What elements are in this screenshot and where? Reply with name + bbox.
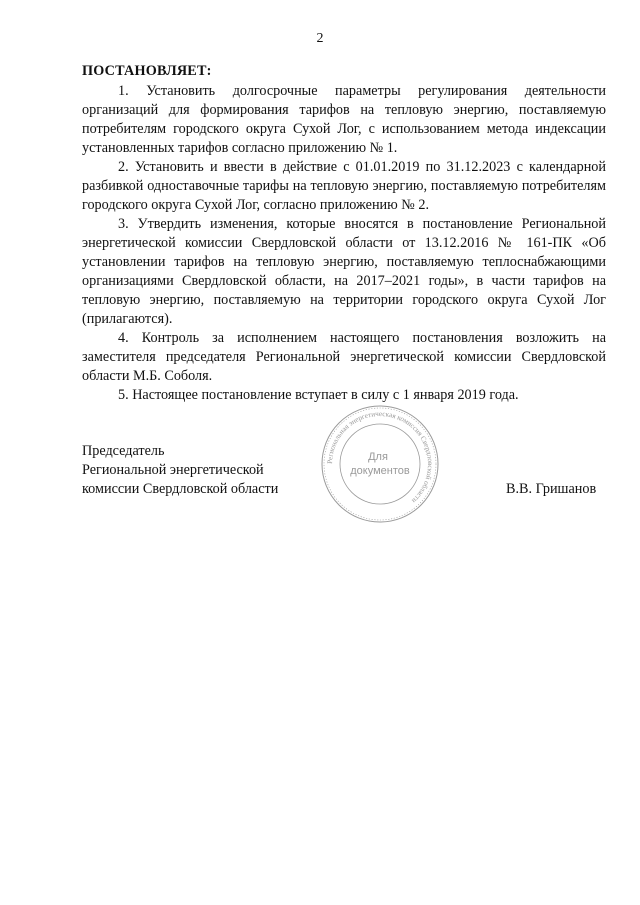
document-body	[82, 62, 606, 405]
page-number: 2	[316, 31, 324, 46]
paragraph-1: 1. Установить долгосрочные параметры регулирования деятельности организаций для формирования тарифов на тепловую энергию, поставляемую потребителям городского округа Сухой Лог, с использованием метода индексации установленных тарифов согласно приложению № 1.	[82, 83, 606, 156]
stamp-inner-ring	[340, 424, 420, 504]
signatory-title-line-3: комиссии Свердловской области	[82, 481, 279, 497]
stamp-ring-text: Региональная энергетическая комиссия Свердловской области	[325, 409, 435, 505]
stamp-label-line-2: документов	[350, 465, 410, 477]
stamp-label-line-1: Для	[368, 451, 388, 463]
stamp-dotted-ring	[324, 408, 436, 520]
signatory-name: В.В. Гришанов	[506, 481, 597, 497]
paragraph-3: 3. Утвердить изменения, которые вносятся в постановление Региональной энергетической комиссии Свердловской области от 13.12.2016 № 161-ПК «Об установлении тарифов на тепловую энергию, поставляемую теплоснабжающими организациями Свердловской области, на 2017–2021 годы», в части тарифов на тепловую энергию, поставляемую на территории городского округа Сухой Лог (прилагаются).	[82, 216, 606, 327]
resolution-heading: ПОСТАНОВЛЯЕТ:	[82, 63, 212, 79]
signatory-title	[82, 442, 278, 499]
paragraph-4: 4. Контроль за исполнением настоящего постановления возложить на заместителя председателя Региональной энергетической комиссии Свердловской области М.Б. Соболя.	[82, 330, 606, 384]
stamp-outer-ring	[322, 406, 438, 522]
paragraph-2: 2. Установить и ввести в действие с 01.01.2019 по 31.12.2023 с календарной разбивкой одноставочные тарифы на тепловую энергию, поставляемую потребителям городского округа Сухой Лог, согласно приложению № 2.	[82, 159, 606, 213]
paragraph-5: 5. Настоящее постановление вступает в силу с 1 января 2019 года.	[118, 387, 519, 403]
official-stamp	[318, 402, 442, 526]
signatory-title-line-2: Региональной энергетической	[82, 462, 264, 478]
signatory-title-line-1: Председатель	[82, 443, 165, 459]
